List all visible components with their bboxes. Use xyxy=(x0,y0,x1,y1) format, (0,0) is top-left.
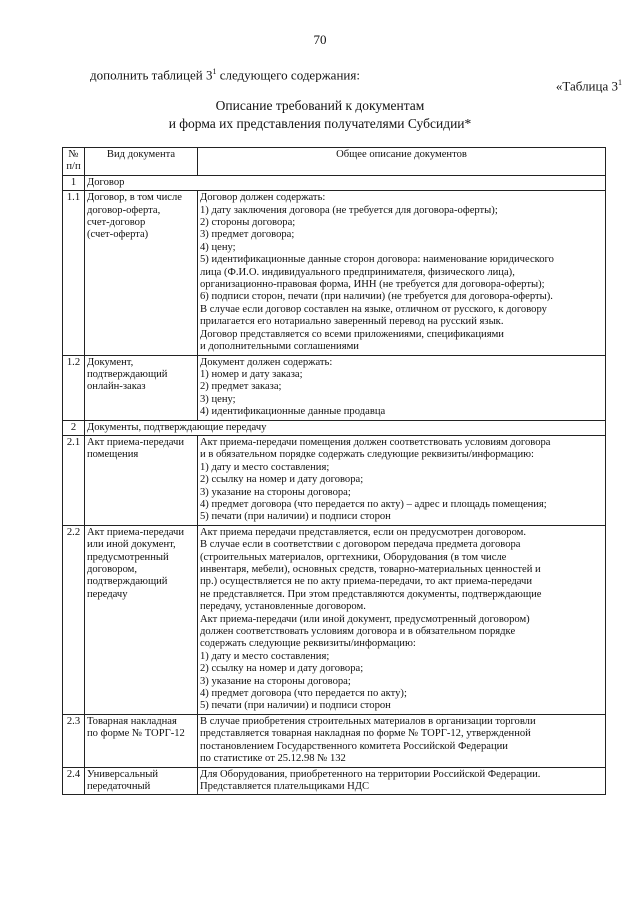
description-line: Акт приема передачи представляется, если он предусмотрен договором. xyxy=(200,526,527,538)
document-type-line: помещения xyxy=(87,449,139,461)
description-line: 2) предмет заказа; xyxy=(200,381,282,393)
document-type-line: онлайн-заказ xyxy=(87,381,146,393)
description-line: Документ должен содержать: xyxy=(200,356,333,368)
document-type-line: договор-оферта, xyxy=(87,204,161,216)
description-line: 3) указание на стороны договора; xyxy=(200,486,351,498)
description-line: инвентаря, мебели), основных средств, товарно-материальных ценностей и xyxy=(200,564,541,575)
row-number: 2.2 xyxy=(63,525,85,714)
description-line: 1) дату и место составления; xyxy=(200,461,330,473)
document-type-line: Договор, в том числе xyxy=(87,192,182,204)
section-title: Договор xyxy=(85,175,606,190)
section-number: 2 xyxy=(63,420,85,435)
table-header-row xyxy=(63,148,606,176)
table-body xyxy=(63,175,606,795)
document-type-line: Товарная накладная xyxy=(87,715,177,727)
description-line: 2) стороны договора; xyxy=(200,217,296,229)
document-type-line: предусмотренный xyxy=(87,551,169,563)
row-number: 1.1 xyxy=(63,191,85,355)
document-type-line: Акт приема-передачи xyxy=(87,526,185,538)
description-line: организационно-правовая форма, ИНН (не требуется для договора-оферты); xyxy=(200,279,545,291)
description-line: и в обязательном порядке содержать следующие реквизиты/информацию: xyxy=(200,449,534,461)
document-description xyxy=(198,525,606,714)
description-line: Представляется плательщиками НДС xyxy=(200,780,370,792)
row-number: 2.1 xyxy=(63,435,85,525)
document-type-line: счет-договор xyxy=(87,217,146,229)
description-line: 5) идентификационные данные сторон договора: наименование юридического xyxy=(200,254,554,266)
table-row xyxy=(63,191,606,355)
document-description xyxy=(198,767,606,795)
document-description xyxy=(198,435,606,525)
description-line: лица (Ф.И.О. индивидуального предпринимателя, физического лица), xyxy=(200,266,515,278)
document-type-line: Документ, xyxy=(87,356,134,368)
description-line: 1) дату и место составления; xyxy=(200,650,330,662)
description-line: 5) печати (при наличии) и подписи сторон xyxy=(200,511,391,523)
section-row xyxy=(63,175,606,190)
description-line: 2) ссылку на номер и дату договора; xyxy=(200,663,364,675)
header-desc: Общее описание документов xyxy=(198,148,606,176)
intro-text: дополнить таблицей $3^1$ следующего содержания: xyxy=(90,67,360,83)
row-number: 2.4 xyxy=(63,767,85,795)
table-row xyxy=(63,714,606,767)
table-label: «Таблица $3^1$ xyxy=(555,78,622,94)
page-number: 70 xyxy=(313,32,327,47)
section-number: 1 xyxy=(63,175,85,190)
description-line: пр.) осуществляется не по акту приема-передачи, то акт приема-передачи xyxy=(200,576,533,588)
description-line: по статистике от 25.12.98 № 132 xyxy=(200,753,346,765)
header-num: № п/п xyxy=(63,148,85,176)
description-line: Акт приема-передачи (или иной документ, предусмотренный договором) xyxy=(200,613,530,625)
description-line: 1) номер и дату заказа; xyxy=(200,368,303,380)
section-row xyxy=(63,420,606,435)
description-line: 6) подписи сторон, печати (при наличии) (не требуется для договора-оферты). xyxy=(200,291,553,303)
description-line: постановлением Государственного комитета Российской Федерации xyxy=(200,740,508,752)
description-line: В случае если договор составлен на языке, отличном от русского, к договору xyxy=(200,303,547,315)
description-line: В случае если в соответствии с договором передача предмета договора xyxy=(200,539,521,551)
document-type-line: договором, xyxy=(87,564,138,575)
document-type-line: по форме № ТОРГ-12 xyxy=(87,728,185,740)
table-row xyxy=(63,435,606,525)
description-line: Акт приема-передачи помещения должен соответствовать условиям договора xyxy=(200,436,551,448)
document-type-line: (счет-оферта) xyxy=(87,229,149,241)
section-title: Документы, подтверждающие передачу xyxy=(85,420,606,435)
table-row xyxy=(63,525,606,714)
row-number: 1.2 xyxy=(63,355,85,420)
document-type-line: Акт приема-передачи xyxy=(87,436,185,448)
description-line: не представляется. При этом представляются документы, подтверждающие xyxy=(200,588,542,600)
document-type xyxy=(85,435,198,525)
description-line: 3) указание на стороны договора; xyxy=(200,675,351,687)
description-line: Договор представляется со всеми приложениями, спецификациями xyxy=(200,328,504,340)
document-type-line: подтверждающий xyxy=(87,576,168,588)
description-line: 4) цену; xyxy=(200,241,236,253)
description-line: 3) предмет договора; xyxy=(200,229,295,241)
document-type xyxy=(85,355,198,420)
header-doc: Вид документа xyxy=(85,148,198,176)
document-type-line: передачу xyxy=(87,588,128,600)
document-type-line: Универсальный xyxy=(87,768,159,780)
document-description xyxy=(198,191,606,355)
document-type-line: или иной документ, xyxy=(87,539,176,551)
description-line: Для Оборудования, приобретенного на территории Российской Федерации. xyxy=(200,768,541,780)
table-title xyxy=(0,97,640,133)
description-line: представляется товарная накладная по форме № ТОРГ-12, утвержденной xyxy=(200,728,531,740)
table-row xyxy=(63,767,606,795)
requirements-table xyxy=(62,147,606,795)
description-line: передачу, установленные договором. xyxy=(200,601,366,613)
description-line: (строительных материалов, оргтехники, Оборудования (в том числе xyxy=(200,551,507,563)
document-type-line: передаточный xyxy=(87,780,151,792)
description-line: 3) цену; xyxy=(200,393,236,405)
document-description xyxy=(198,355,606,420)
description-line: должен соответствовать условиям договора и в обязательном порядке xyxy=(200,626,516,638)
row-number: 2.3 xyxy=(63,714,85,767)
description-line: и дополнительными соглашениями xyxy=(200,341,359,353)
description-line: 4) предмет договора (что передается по акту) – адрес и площадь помещения; xyxy=(200,498,547,510)
description-line: прилагается его нотариально заверенный перевод на русский язык. xyxy=(200,316,504,328)
table-row xyxy=(63,355,606,420)
description-line: В случае приобретения строительных материалов в организации торговли xyxy=(200,715,536,727)
document-type xyxy=(85,191,198,355)
title-line-2: и форма их представления получателями Субсидии* xyxy=(168,116,472,131)
description-line: 5) печати (при наличии) и подписи сторон xyxy=(200,700,391,712)
description-line: 1) дату заключения договора (не требуется для договора-оферты); xyxy=(200,204,498,216)
document-description xyxy=(198,714,606,767)
document-type xyxy=(85,767,198,795)
description-line: 4) идентификационные данные продавца xyxy=(200,406,386,418)
document-type xyxy=(85,714,198,767)
description-line: содержать следующие реквизиты/информацию: xyxy=(200,638,416,650)
description-line: 2) ссылку на номер и дату договора; xyxy=(200,474,364,486)
document-type xyxy=(85,525,198,714)
title-line-1: Описание требований к документам xyxy=(215,98,425,113)
description-line: 4) предмет договора (что передается по акту); xyxy=(200,688,407,700)
description-line: Договор должен содержать: xyxy=(200,192,326,204)
document-type-line: подтверждающий xyxy=(87,368,168,380)
